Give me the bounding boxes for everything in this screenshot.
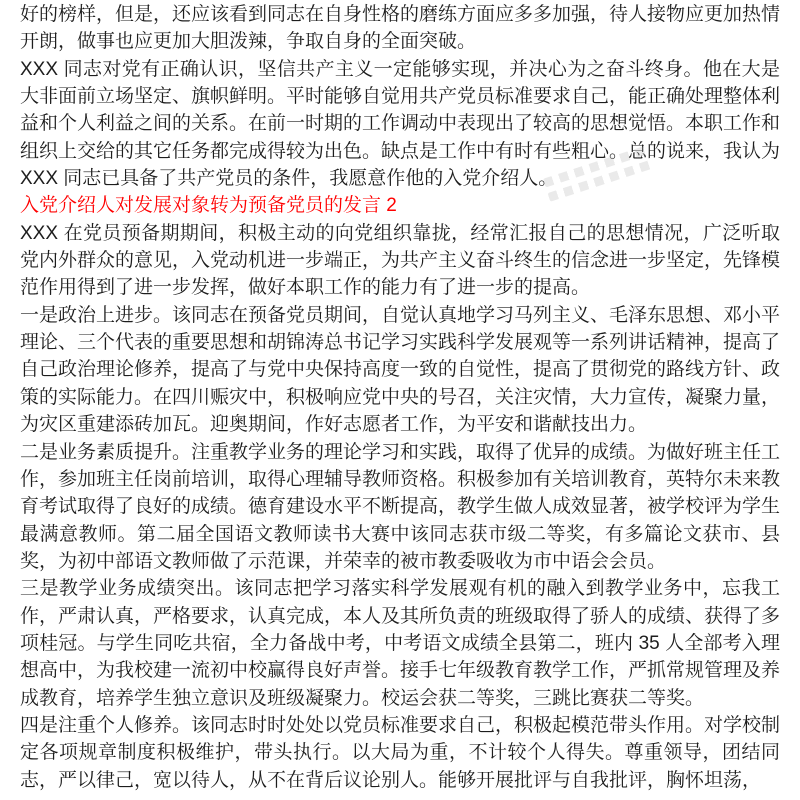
paragraph-introducer-opinion: XXX 同志对党有正确认识，坚信共产主义一定能够实现，并决心为之奋斗终身。他在大是大非面前立场坚定、旗帜鲜明。平时能够自觉用共产党员标准要求自己，能正确处理整体利益和个人利益之间的关系。在前一时期的工作调动中表现出了较高的思想觉悟。本职工作和组织上交给的其它任务都完成得较为出色。缺点是工作中有时有些粗心。总的说来，我认为 XXX 同志已具备了共产党员的条件，我愿意作他的入党介绍人。 (20, 58, 781, 190)
paragraph-point-3-teaching-achievements: 三是教学业务成绩突出。该同志把学习落实科学发展观有机的融入到教学业务中，忘我工作，严肃认真，严格要求，认真完成，本人及其所负责的班级取得了骄人的成绩、获得了多项桂冠。与学生同吃共宿，全力备战中考，中考语文成绩全县第二，班内 35 人全部考入理想高中，为我校建一流初中校赢得良好声誉。接手七年级教育教学工作，严抓常规管理及养成教育，培养学生独立意识及班级凝聚力。校运会获二等奖，三跳比赛获二等奖。 (20, 578, 781, 709)
paragraph-point-2-professional-quality: 二是业务素质提升。注重教学业务的理论学习和实践，取得了优异的成绩。为做好班主任工作，参加班主任岗前培训，取得心理辅导教师资格。积极参加有关培训教育，英特尔未来教育考试取得了良好的成绩。德育建设水平不断提高，教学生做人成效显著，被学校评为学生最满意教师。第二届全国语文教师读书大赛中该同志获市级二等奖，有多篇论文获市、县奖，为初中部语文教师做了示范课，并荣幸的被市教委吸收为市中语会会员。 (20, 441, 781, 572)
paragraph-point-1-politics: 一是政治上进步。该同志在预备党员期间，自觉认真地学习马列主义、毛泽东思想、邓小平理论、三个代表的重要思想和胡锦涛总书记学习实践科学发展观等一系列讲话精神，提高了自己政治理论修养，提高了与党中央保持高度一致的自觉性，提高了贯彻党的路线方针、政策的实际能力。在四川赈灾中，积极响应党中央的号召，关注灾情，大力宣传，凝聚力量，为灾区重建添砖加瓦。迎奥期间，作好志愿者工作，为平安和谐献技出力。 (20, 304, 781, 436)
paragraph-point-4-personal-cultivation: 四是注重个人修养。该同志时时处处以党员标准要求自己，积极起模范带头作用。对学校制定各项规章制度积极维护，带头执行。以大局为重，不计较个人得失。尊重领导，团结同志，严以律己，宽以待人，从不在背后议论别人。能够开展批评与自我批评，胸怀坦荡， (20, 714, 781, 791)
paragraph-probation-summary: XXX 在党员预备期期间，积极主动的向党组织靠拢，经常汇报自己的思想情况，广泛听取党内外群众的意见，入党动机进一步端正，为共产主义奋斗终生的信念进一步坚定，先锋模范作用得到了进一步发挥，做好本职工作的能力有了进一步的提高。 (20, 222, 781, 299)
paragraph-prev-continuation: 好的榜样，但是，还应该看到同志在自身性格的磨练方面应多多加强，待人接物应更加热情开朗，做事也应更加大胆泼辣，争取自身的全面突破。 (20, 4, 781, 53)
section-heading-speech-2: 入党介绍人对发展对象转为预备党员的发言 2 (20, 195, 397, 217)
